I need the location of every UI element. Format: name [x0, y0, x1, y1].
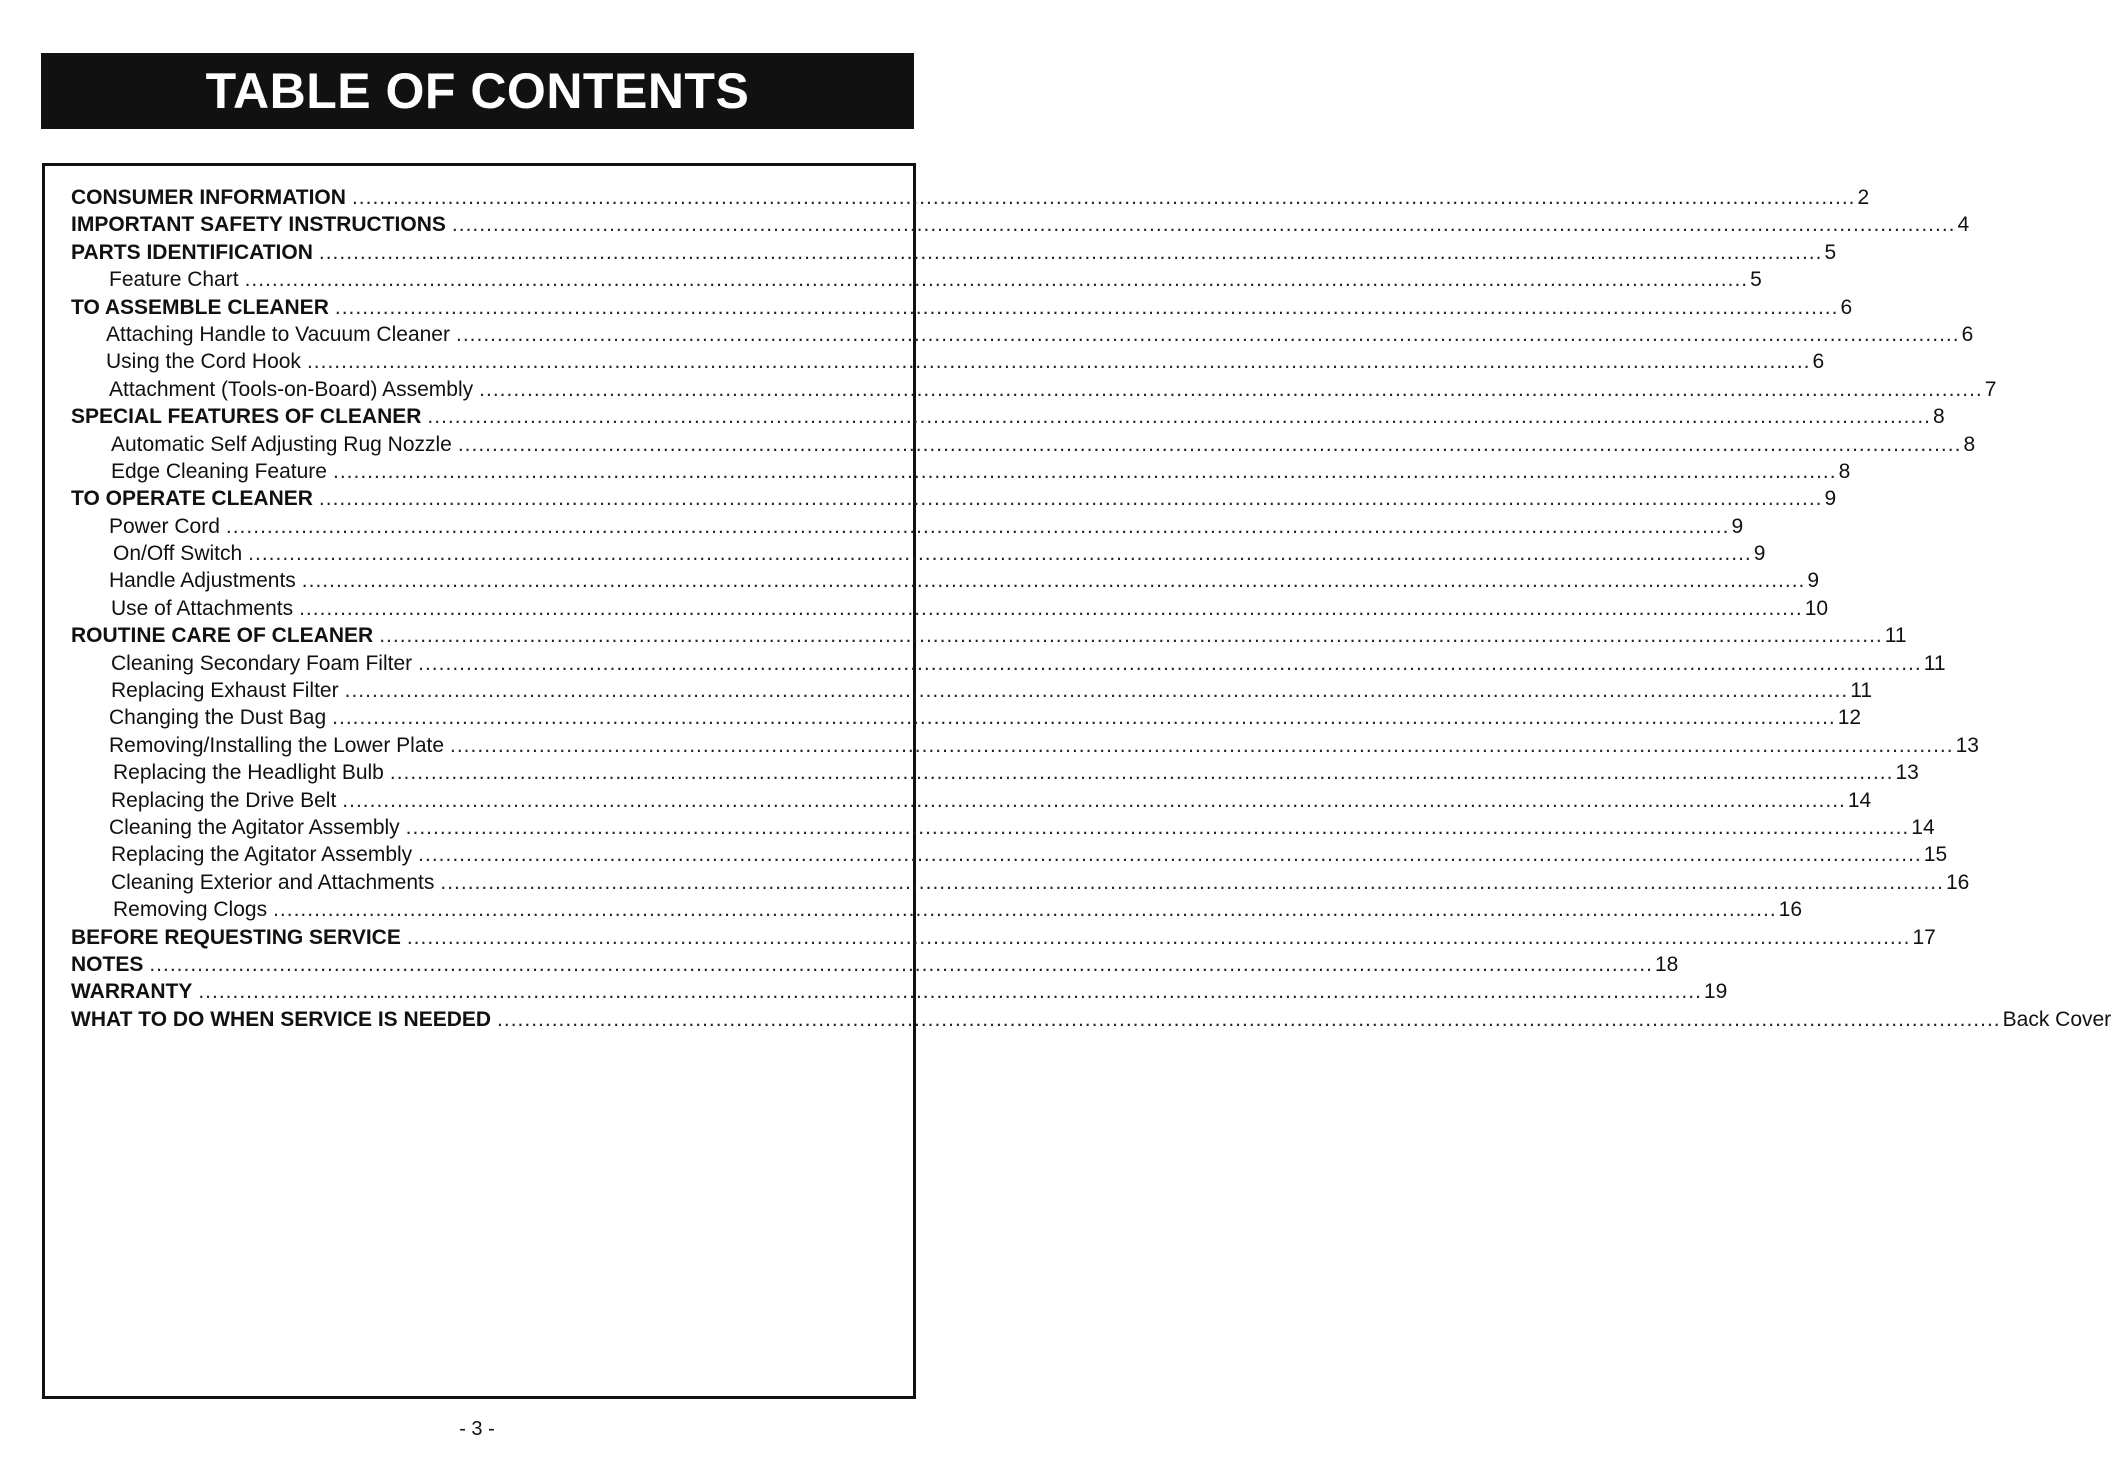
toc-entry: [71, 759, 1919, 786]
toc-entry: [71, 239, 1837, 266]
toc-entry-page: 8: [1838, 459, 1851, 483]
toc-entry-label: Changing the Dust Bag: [109, 706, 327, 730]
toc-entry: [71, 321, 1974, 348]
toc-entry-label: IMPORTANT SAFETY INSTRUCTIONS: [71, 213, 446, 237]
toc-entry: [71, 1006, 2111, 1033]
toc-entry-page: 17: [1912, 925, 1936, 949]
toc-entry-label: Cleaning Secondary Foam Filter: [111, 651, 413, 675]
toc-dot-leader: ............................................................................................................................................................................................................................: [455, 322, 1960, 346]
toc-entry-page: 9: [1824, 487, 1837, 511]
toc-entry-page: 12: [1837, 706, 1862, 730]
toc-entry: [71, 732, 1979, 759]
toc-entry-label: Removing Clogs: [113, 898, 268, 922]
toc-entry-page: 19: [1703, 980, 1728, 1004]
toc-entry-label: Attachment (Tools-on-Board) Assembly: [109, 377, 474, 401]
toc-entry: [71, 787, 1872, 814]
toc-dot-leader: ............................................................................................................................................................................................................................: [351, 186, 1856, 209]
toc-entry: [71, 704, 1862, 731]
toc-entry-label: TO ASSEMBLE CLEANER: [71, 295, 329, 319]
toc-entry-page: 15: [1923, 843, 1948, 867]
toc-dot-leader: ............................................................................................................................................................................................................................: [450, 733, 1954, 757]
toc-entry-label: CONSUMER INFORMATION: [71, 186, 346, 209]
toc-entry: [71, 266, 1762, 293]
toc-entry-page: 18: [1654, 952, 1679, 976]
toc-entry-label: NOTES: [71, 952, 144, 976]
toc-dot-leader: ............................................................................................................................................................................................................................: [379, 624, 1883, 648]
toc-entry-label: Attaching Handle to Vacuum Cleaner: [106, 322, 450, 346]
toc-entry: [71, 513, 1744, 540]
toc-dot-leader: ............................................................................................................................................................................................................................: [342, 788, 1846, 812]
toc-entry-label: Edge Cleaning Feature: [111, 459, 327, 483]
toc-entry: [71, 403, 1945, 430]
toc-dot-leader: ............................................................................................................................................................................................................................: [451, 213, 1956, 237]
toc-entry-page: 6: [1812, 350, 1825, 374]
toc-dot-leader: ............................................................................................................................................................................................................................: [334, 295, 1839, 319]
toc-entry-label: Replacing the Drive Belt: [111, 788, 337, 812]
toc-entry-label: TO OPERATE CLEANER: [71, 487, 313, 511]
toc-entry-label: Automatic Self Adjusting Rug Nozzle: [111, 432, 452, 456]
toc-entry: [71, 650, 1946, 677]
toc-entry-page: 9: [1807, 569, 1820, 593]
toc-entry-page: 6: [1840, 295, 1853, 319]
toc-dot-leader: ............................................................................................................................................................................................................................: [427, 405, 1932, 429]
toc-entry: [71, 294, 1853, 321]
page-title: TABLE OF CONTENTS: [205, 63, 750, 119]
toc-dot-leader: ............................................................................................................................................................................................................................: [301, 569, 1806, 593]
toc-entry: [71, 567, 1820, 594]
toc-dot-leader: ............................................................................................................................................................................................................................: [306, 350, 1811, 374]
toc-entry-label: Replacing Exhaust Filter: [111, 679, 339, 703]
toc-dot-leader: ............................................................................................................................................................................................................................: [418, 651, 1922, 675]
toc-entry-page: 14: [1847, 788, 1872, 812]
toc-entry-page: 16: [1945, 870, 1970, 894]
toc-entry-page: 11: [1923, 651, 1946, 675]
toc-entry-label: Feature Chart: [109, 268, 239, 292]
toc-entry-page: 4: [1957, 213, 1970, 237]
toc-entry-label: Replacing the Agitator Assembly: [111, 843, 413, 867]
toc-dot-leader: ............................................................................................................................................................................................................................: [332, 459, 1837, 483]
toc-dot-leader: ............................................................................................................................................................................................................................: [244, 268, 1749, 292]
toc-entry-label: Cleaning the Agitator Assembly: [109, 815, 400, 839]
toc-entry: [71, 814, 1935, 841]
toc-entry-label: PARTS IDENTIFICATION: [71, 240, 313, 264]
toc-entry-page: 8: [1963, 432, 1976, 456]
toc-entry: [71, 431, 1976, 458]
toc-entry-label: On/Off Switch: [113, 542, 243, 566]
toc-dot-leader: ............................................................................................................................................................................................................................: [497, 1007, 2001, 1031]
toc-entry-page: 9: [1731, 514, 1744, 538]
toc-dot-leader: ............................................................................................................................................................................................................................: [318, 487, 1823, 511]
toc-entry: [71, 869, 1970, 896]
toc-entry: [71, 184, 1870, 211]
toc-entry-label: Replacing the Headlight Bulb: [113, 761, 384, 785]
toc-entry-page: 11: [1850, 679, 1873, 703]
toc-entry: [71, 677, 1873, 704]
toc-dot-leader: ............................................................................................................................................................................................................................: [273, 898, 1777, 922]
toc-entry-page: 13: [1895, 761, 1919, 785]
toc-entry-label: ROUTINE CARE OF CLEANER: [71, 624, 374, 648]
toc-entry: [71, 622, 1907, 649]
toc-entry: [71, 540, 1766, 567]
toc-entry-page: 5: [1824, 240, 1837, 264]
toc-entry-label: Handle Adjustments: [109, 569, 296, 593]
toc-dot-leader: ............................................................................................................................................................................................................................: [406, 925, 1911, 949]
toc-entry: [71, 211, 1970, 238]
toc-dot-leader: ............................................................................................................................................................................................................................: [418, 843, 1922, 867]
toc-dot-leader: ............................................................................................................................................................................................................................: [344, 679, 1849, 703]
toc-entry-label: Power Cord: [109, 514, 220, 538]
toc-entry: [71, 841, 1948, 868]
toc-entry: [71, 458, 1851, 485]
toc-entry-label: WARRANTY: [71, 980, 193, 1004]
toc-entry: [71, 951, 1679, 978]
toc-entry-label: WHAT TO DO WHEN SERVICE IS NEEDED: [71, 1007, 492, 1031]
toc-entry-page: 6: [1961, 322, 1974, 346]
toc-entry-page: 16: [1778, 898, 1803, 922]
toc-dot-leader: ............................................................................................................................................................................................................................: [318, 240, 1823, 264]
toc-dot-leader: ............................................................................................................................................................................................................................: [405, 815, 1910, 839]
toc-list: [71, 184, 2111, 1033]
toc-entry-page: 2: [1857, 186, 1870, 209]
toc-entry-label: BEFORE REQUESTING SERVICE: [71, 925, 401, 949]
toc-entry-page: 8: [1933, 405, 1945, 429]
toc-dot-leader: ............................................................................................................................................................................................................................: [248, 542, 1752, 566]
toc-entry-page: 5: [1750, 268, 1762, 292]
toc-dot-leader: ............................................................................................................................................................................................................................: [198, 980, 1702, 1004]
toc-entry: [71, 978, 1728, 1005]
toc-entry-page: Back Cover: [2002, 1007, 2111, 1031]
toc-entry-page: 11: [1884, 624, 1907, 648]
toc-dot-leader: ............................................................................................................................................................................................................................: [332, 706, 1836, 730]
toc-entry: [71, 924, 1936, 951]
toc-entry: [71, 485, 1837, 512]
title-banner: [41, 53, 914, 129]
toc-entry-label: SPECIAL FEATURES OF CLEANER: [71, 405, 422, 429]
toc-entry-label: Cleaning Exterior and Attachments: [111, 870, 435, 894]
toc-entry: [71, 376, 1997, 403]
page-number: - 3 -: [459, 1418, 495, 1440]
toc-entry: [71, 348, 1825, 375]
toc-entry-page: 7: [1984, 377, 1997, 401]
toc-dot-leader: ............................................................................................................................................................................................................................: [225, 514, 1730, 538]
toc-entry-label: Using the Cord Hook: [106, 350, 301, 374]
toc-box: [42, 163, 2111, 1399]
toc-dot-leader: ............................................................................................................................................................................................................................: [149, 952, 1653, 976]
toc-entry-label: Removing/Installing the Lower Plate: [109, 733, 445, 757]
toc-dot-leader: ............................................................................................................................................................................................................................: [457, 432, 1962, 456]
toc-entry-page: 9: [1753, 542, 1766, 566]
toc-entry: [71, 595, 1829, 622]
toc-entry-page: 10: [1804, 596, 1829, 620]
toc-entry-page: 13: [1955, 733, 1979, 757]
toc-dot-leader: ............................................................................................................................................................................................................................: [479, 377, 1983, 401]
toc-dot-leader: ............................................................................................................................................................................................................................: [440, 870, 1944, 894]
toc-entry-label: Use of Attachments: [111, 596, 294, 620]
toc-dot-leader: ............................................................................................................................................................................................................................: [299, 596, 1803, 620]
toc-dot-leader: ............................................................................................................................................................................................................................: [389, 761, 1894, 785]
toc-entry: [71, 896, 1803, 923]
toc-entry-page: 14: [1911, 815, 1935, 839]
